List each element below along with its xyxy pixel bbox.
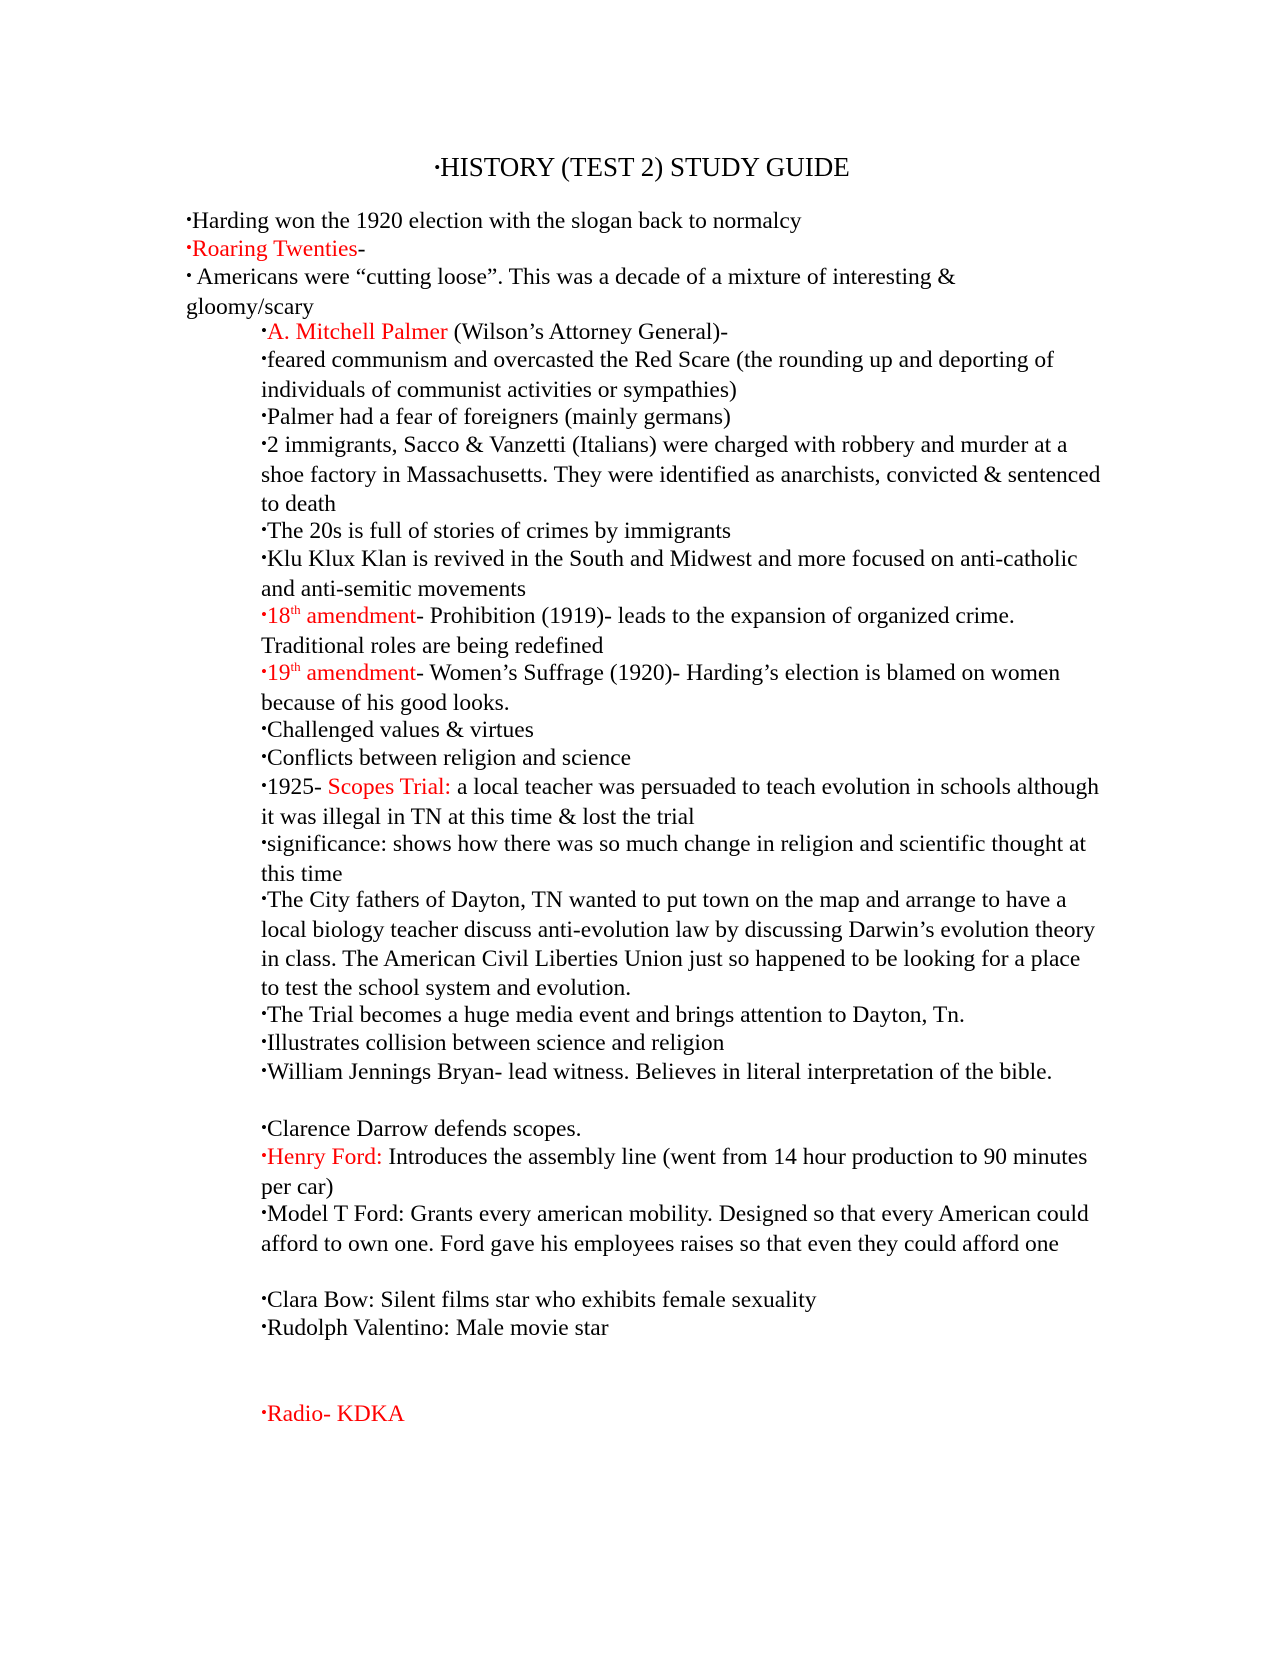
bullet: • <box>434 158 441 177</box>
highlight-scopes-trial: Scopes Trial: <box>327 774 452 800</box>
note-radio: •Radio- KDKA <box>261 1401 405 1427</box>
note-dayton: •The City fathers of Dayton, TN wanted to put town on the map and arrange to have a local biology teacher discuss anti-evolution law by discussing Darwin’s evolution theory in class. The American Civil Liberties Union just so happened to be looking for a place to test the school system and evolution. <box>261 887 1096 1001</box>
highlight-henry-ford: Henry Ford: <box>266 1144 383 1170</box>
note-roaring-twenties: •Roaring Twenties- <box>186 236 366 262</box>
title-text: HISTORY (TEST 2) STUDY GUIDE <box>440 152 850 182</box>
note-media-event: •The Trial becomes a huge media event and brings attention to Dayton, Tn. <box>261 1002 965 1028</box>
note-twenties-crimes: •The 20s is full of stories of crimes by immigrants <box>261 518 732 544</box>
note-palmer: •A. Mitchell Palmer (Wilson’s Attorney General)- <box>261 319 729 345</box>
note-scopes-trial: •1925- Scopes Trial: a local teacher was persuaded to teach evolution in schools although it was illegal in TN at this time & lost the trial <box>261 774 1100 830</box>
highlight-19th-amendment: 19th amendment <box>266 659 417 686</box>
note-conflicts: •Conflicts between religion and science <box>261 745 632 771</box>
note-collision: •Illustrates collision between science and religion <box>261 1030 725 1056</box>
note-americans: • Americans were “cutting loose”. This was a decade of a mixture of interesting & gloomy/scary <box>186 264 956 320</box>
note-klan: •Klu Klux Klan is revived in the South and Midwest and more focused on anti-catholic and anti-semitic movements <box>261 546 1078 602</box>
highlight-radio: Radio- KDKA <box>266 1401 405 1427</box>
note-sacco-vanzetti: •2 immigrants, Sacco & Vanzetti (Italians) were charged with robbery and murder at a shoe factory in Massachusetts. They were identified as anarchists, convicted & sentenced to death <box>261 432 1101 517</box>
note-bryan: •William Jennings Bryan- lead witness. Believes in literal interpretation of the bible. <box>261 1059 1053 1085</box>
note-palmer-fear: •Palmer had a fear of foreigners (mainly germans) <box>261 404 731 430</box>
note-18th-amendment: •18th amendment- Prohibition (1919)- leads to the expansion of organized crime. Traditional roles are being redefined <box>261 602 1015 659</box>
note-valentino: •Rudolph Valentino: Male movie star <box>261 1315 609 1341</box>
note-feared: •feared communism and overcasted the Red Scare (the rounding up and deporting of individuals of communist activities or sympathies) <box>261 347 1054 403</box>
highlight-18th-amendment: 18th amendment <box>266 602 417 629</box>
note-clara-bow: •Clara Bow: Silent films star who exhibits female sexuality <box>261 1287 817 1313</box>
page-title <box>0 150 1280 188</box>
note-model-t: •Model T Ford: Grants every american mobility. Designed so that every American could afford to own one. Ford gave his employees raises so that even they could afford one <box>261 1201 1089 1257</box>
highlight-roaring-twenties: Roaring Twenties <box>191 236 358 262</box>
note-darrow: •Clarence Darrow defends scopes. <box>261 1116 582 1142</box>
note-19th-amendment: •19th amendment- Women’s Suffrage (1920)- Harding’s election is blamed on women because of his good looks. <box>261 659 1061 716</box>
note-harding: •Harding won the 1920 election with the slogan back to normalcy <box>186 208 802 234</box>
note-henry-ford: •Henry Ford: Introduces the assembly line (went from 14 hour production to 90 minutes per car) <box>261 1144 1088 1200</box>
highlight-palmer: A. Mitchell Palmer <box>266 319 448 345</box>
note-significance: •significance: shows how there was so much change in religion and scientific thought at this time <box>261 831 1086 887</box>
note-challenged-values: •Challenged values & virtues <box>261 717 534 743</box>
